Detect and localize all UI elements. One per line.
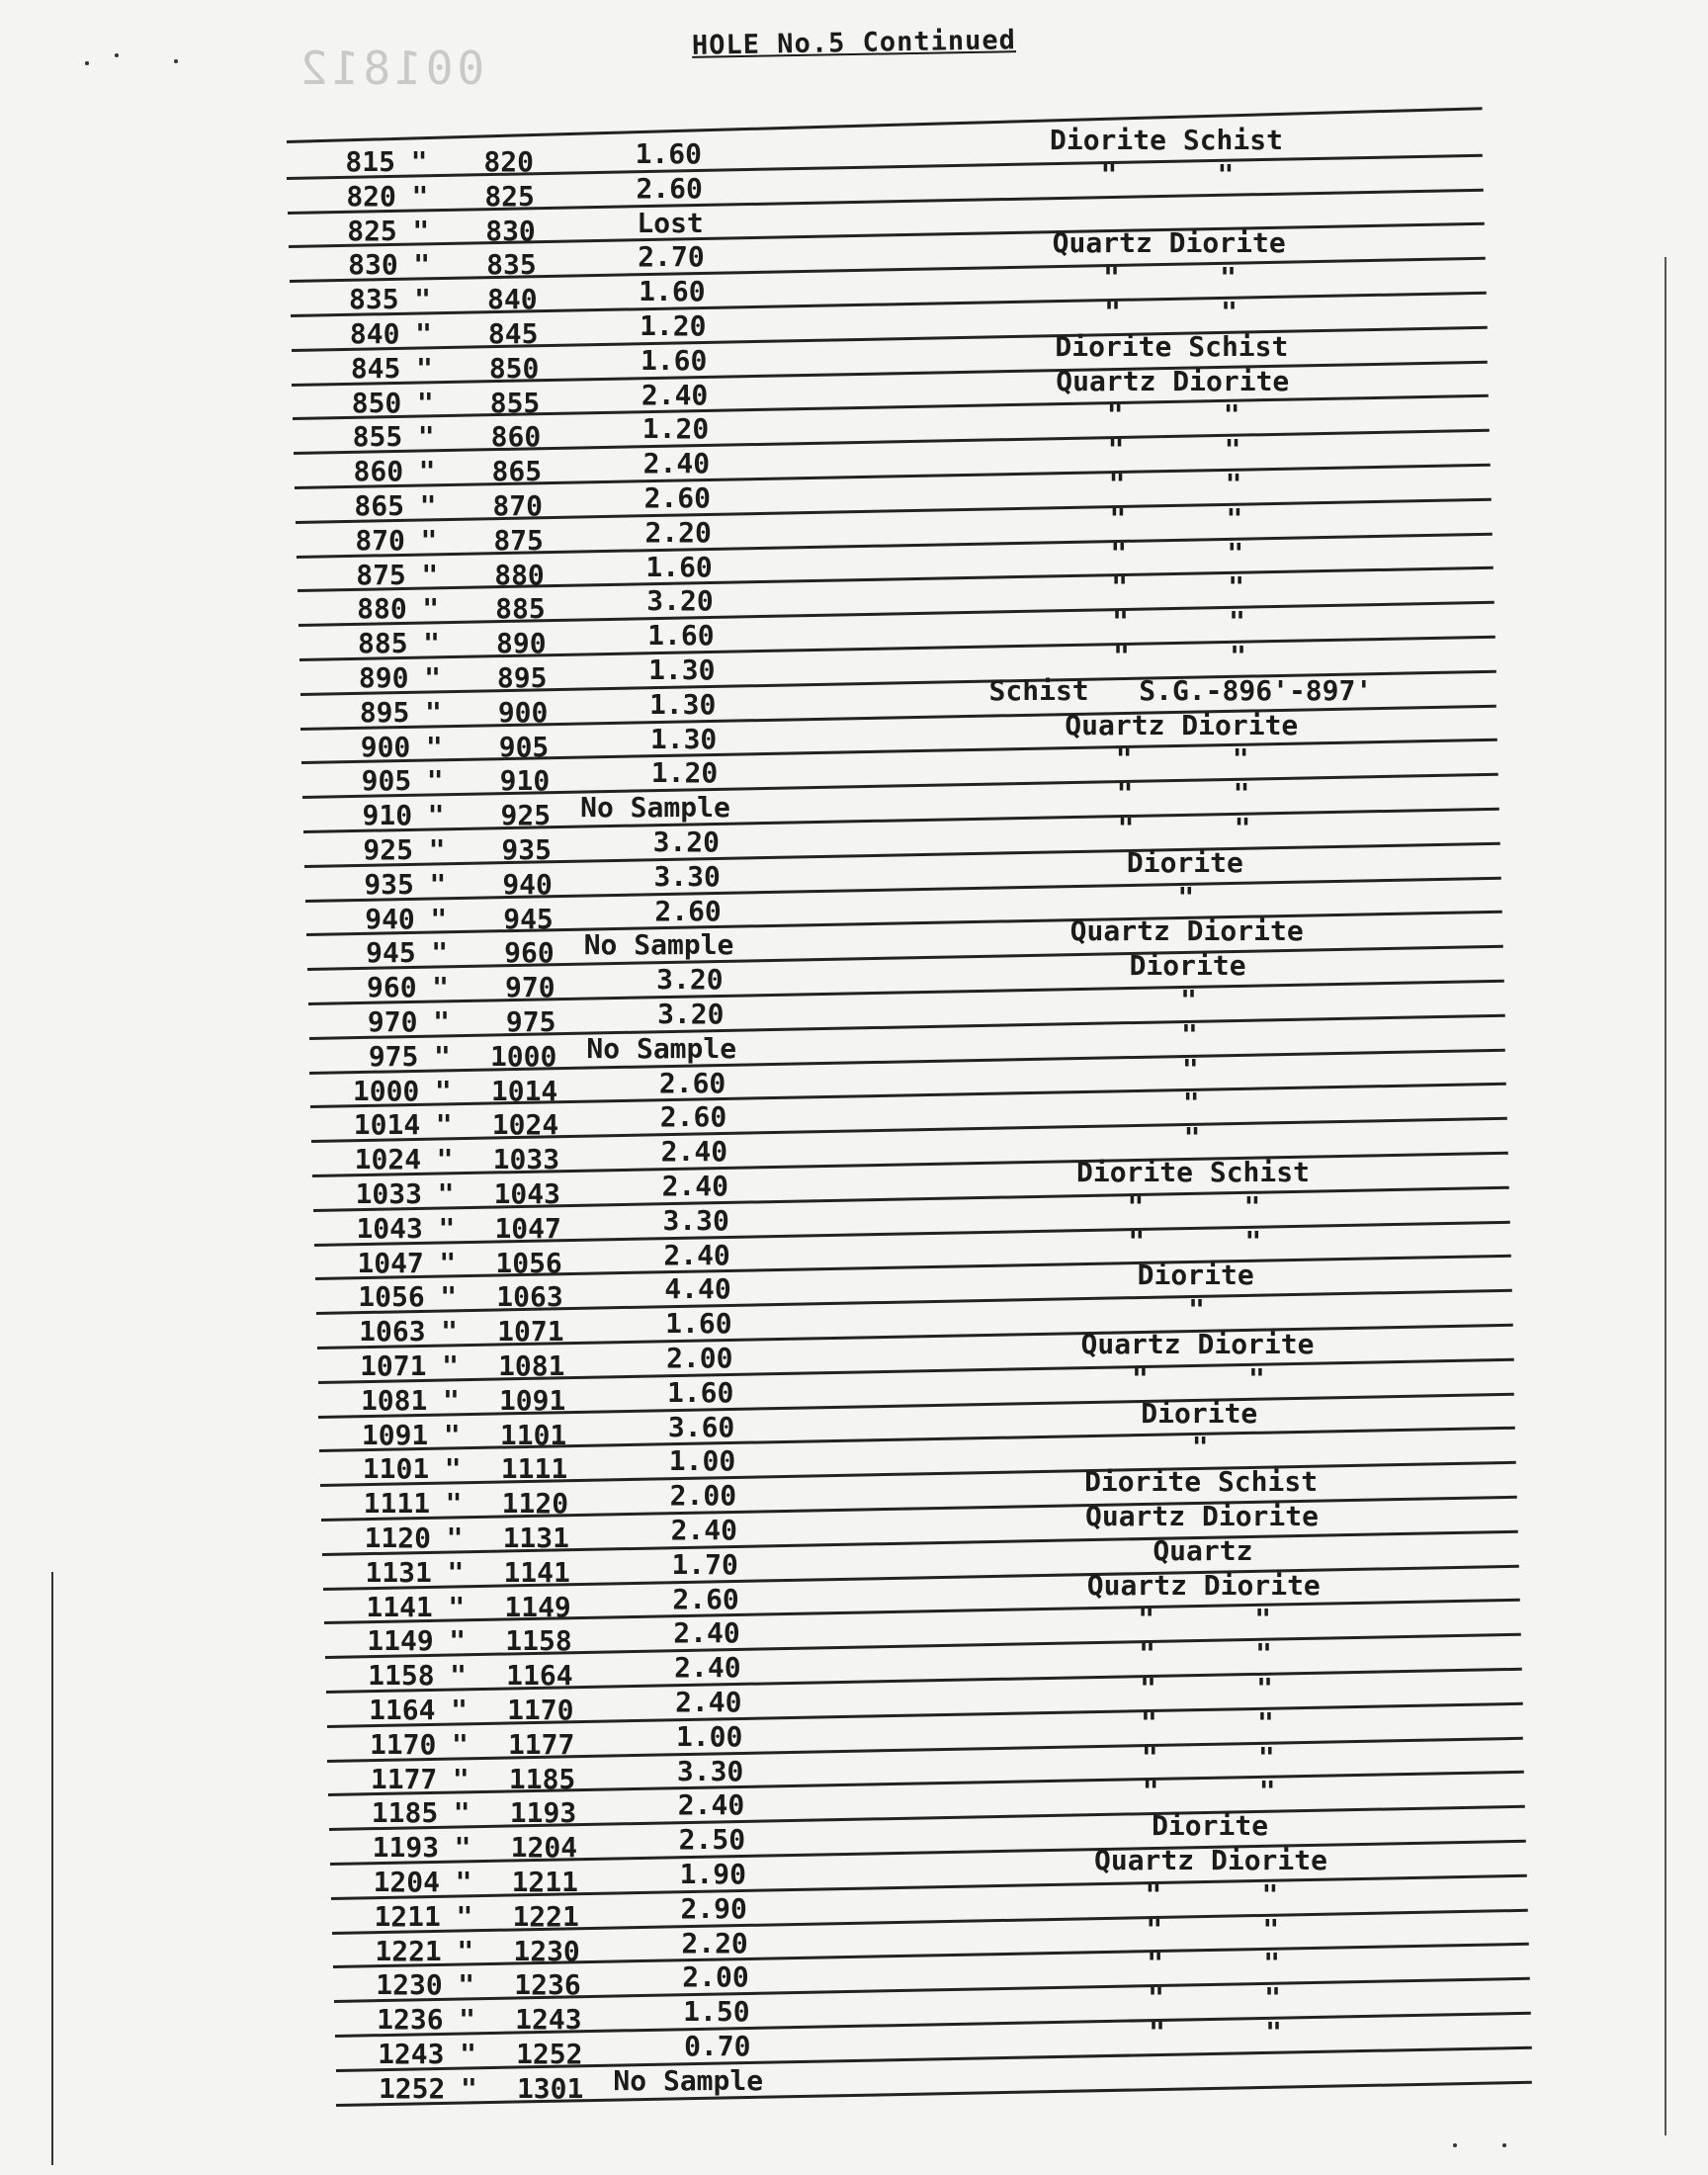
to-depth: 1204	[510, 1831, 578, 1865]
rock-type: " "	[1117, 812, 1251, 844]
rock-type: " "	[1108, 468, 1242, 500]
ditto-mark: "	[421, 558, 439, 591]
to-depth: 1149	[504, 1590, 571, 1623]
from-depth: 1164	[369, 1694, 436, 1726]
ditto-mark: "	[415, 317, 432, 350]
ditto-mark: "	[434, 1074, 452, 1107]
to-depth: 935	[501, 833, 552, 866]
core-length: 2.40	[640, 378, 709, 411]
to-depth: 960	[504, 936, 555, 970]
to-depth: 1230	[513, 1934, 580, 1967]
rock-type: " "	[1107, 433, 1241, 467]
from-depth: 945	[366, 936, 416, 970]
rock-type: "	[1180, 984, 1197, 1016]
to-depth: 900	[497, 695, 549, 729]
to-depth: 890	[496, 627, 547, 660]
core-length: 1.30	[649, 722, 718, 755]
to-depth: 835	[486, 248, 537, 282]
rock-type: Schist S.G.-896'-897'	[988, 673, 1373, 707]
from-depth: 870	[355, 523, 405, 557]
rock-type: Diorite Schist	[1055, 329, 1289, 363]
from-depth: 1047	[357, 1246, 424, 1279]
from-depth: 1211	[374, 1899, 441, 1933]
to-depth: 1185	[508, 1762, 576, 1795]
rock-type: " "	[1138, 1603, 1272, 1636]
right-edge-rule	[1665, 257, 1666, 2135]
rock-type: "	[1181, 1052, 1199, 1086]
ditto-mark: "	[445, 1487, 463, 1521]
from-depth: 1111	[363, 1487, 431, 1521]
to-depth: 1141	[503, 1555, 570, 1589]
core-length: 2.00	[682, 1960, 749, 1994]
rock-type: " "	[1146, 1912, 1280, 1946]
ditto-mark: "	[410, 145, 428, 178]
ditto-mark: "	[460, 2071, 477, 2105]
rock-type: " "	[1140, 1672, 1273, 1704]
rock-type: "	[1188, 1293, 1206, 1327]
core-length: 1.90	[679, 1858, 746, 1890]
ditto-mark: "	[444, 1452, 462, 1486]
from-depth: 1185	[371, 1796, 439, 1830]
core-length: 1.70	[671, 1547, 738, 1581]
rock-type: " "	[1128, 1224, 1262, 1258]
from-depth: 895	[359, 695, 410, 729]
from-depth: 1024	[354, 1143, 422, 1176]
rock-type: Diorite	[1129, 949, 1246, 983]
ditto-mark: "	[443, 1418, 461, 1451]
from-depth: 1081	[360, 1383, 428, 1417]
core-length: 2.60	[659, 1100, 727, 1134]
rock-type: " "	[1109, 501, 1243, 535]
from-depth: 1193	[372, 1831, 440, 1865]
rock-type: " "	[1112, 605, 1246, 639]
to-depth: 1252	[516, 2038, 583, 2070]
core-length: 2.40	[675, 1686, 742, 1718]
ditto-mark: "	[455, 1866, 472, 1898]
to-depth: 925	[500, 799, 552, 832]
core-length: 2.40	[673, 1616, 740, 1650]
from-depth: 1056	[358, 1280, 425, 1314]
ditto-mark: "	[424, 695, 442, 729]
rock-type: " "	[1110, 536, 1244, 569]
core-length: 2.60	[643, 481, 711, 514]
core-length: 2.70	[638, 240, 705, 274]
rock-type: " "	[1104, 296, 1238, 328]
to-depth: 820	[483, 145, 534, 178]
core-length: No Sample	[586, 1031, 737, 1065]
core-length: 1.60	[645, 550, 713, 583]
to-depth: 1014	[490, 1074, 558, 1107]
core-length: 2.90	[680, 1891, 747, 1925]
rock-type: Quartz Diorite	[1052, 226, 1286, 260]
to-depth: 1236	[514, 1968, 581, 2002]
core-length: 1.20	[650, 756, 719, 790]
from-depth: 1170	[369, 1727, 437, 1761]
from-depth: 875	[356, 558, 406, 591]
ditto-mark: "	[447, 1555, 465, 1589]
ditto-mark: "	[451, 1694, 468, 1726]
to-depth: 1243	[515, 2003, 582, 2037]
from-depth: 1141	[366, 1590, 433, 1623]
from-depth: 975	[368, 1039, 419, 1073]
rock-type: Diorite Schist	[1075, 1156, 1310, 1188]
core-length: 2.40	[660, 1135, 728, 1169]
from-depth: 830	[348, 248, 398, 282]
ditto-mark: "	[414, 283, 432, 316]
ditto-mark: "	[449, 1624, 467, 1658]
from-depth: 890	[358, 661, 409, 694]
rock-type: Diorite	[1152, 1809, 1269, 1843]
from-depth: 860	[353, 455, 404, 488]
speck	[1453, 2143, 1457, 2147]
rock-type: " "	[1149, 2016, 1282, 2048]
rock-type: "	[1177, 880, 1195, 914]
rock-type: Quartz Diorite	[1065, 708, 1299, 741]
ditto-mark: "	[439, 1246, 457, 1279]
ditto-mark: "	[458, 1968, 475, 2002]
rock-type: Quartz Diorite	[1056, 364, 1290, 397]
from-depth: 835	[349, 283, 399, 316]
from-depth: 820	[346, 179, 396, 213]
core-length: 4.40	[664, 1272, 731, 1306]
ditto-mark: "	[429, 867, 447, 901]
rock-type: Diorite	[1126, 845, 1243, 879]
from-depth: 1236	[377, 2003, 444, 2037]
ditto-mark: "	[448, 1590, 466, 1623]
ditto-mark: "	[431, 936, 449, 970]
ditto-mark: "	[419, 489, 437, 522]
margin-rule	[51, 1572, 53, 2165]
to-depth: 875	[493, 523, 544, 557]
page-title: HOLE No.5 Continued	[691, 25, 1017, 61]
to-depth: 910	[499, 764, 551, 798]
core-length: No Sample	[583, 928, 734, 962]
ditto-mark: "	[453, 1796, 470, 1830]
core-length: 1.60	[665, 1307, 732, 1341]
from-depth: 845	[350, 351, 401, 385]
ditto-mark: "	[413, 248, 431, 282]
core-length: 1.50	[683, 1995, 750, 2029]
rock-type: " "	[1113, 640, 1246, 672]
from-depth: 1204	[373, 1866, 440, 1898]
core-length: 3.20	[657, 998, 725, 1030]
to-depth: 1033	[492, 1143, 560, 1176]
from-depth: 1043	[356, 1211, 423, 1245]
core-length: 1.30	[648, 687, 717, 721]
rock-type: Quartz Diorite	[1080, 1328, 1315, 1360]
to-depth: 865	[491, 455, 543, 488]
from-depth: 970	[367, 1005, 418, 1038]
ditto-mark: "	[436, 1143, 454, 1176]
to-depth: 1081	[498, 1349, 565, 1382]
ditto-mark: "	[424, 661, 441, 694]
from-depth: 850	[351, 386, 402, 419]
core-length: 1.20	[641, 412, 710, 446]
core-length: 2.00	[669, 1479, 737, 1513]
to-depth: 1193	[509, 1796, 577, 1830]
to-depth: 1056	[495, 1246, 562, 1279]
from-depth: 825	[347, 214, 397, 247]
ditto-mark: "	[433, 1039, 451, 1073]
from-depth: 1252	[378, 2071, 446, 2105]
from-depth: 1230	[376, 1968, 443, 2002]
ditto-mark: "	[454, 1831, 471, 1865]
from-depth: 1063	[359, 1315, 426, 1348]
to-depth: 1101	[499, 1418, 567, 1451]
rock-type: " "	[1103, 261, 1238, 295]
rock-type: " "	[1141, 1740, 1275, 1774]
core-length: 1.20	[640, 309, 707, 342]
to-depth: 1063	[496, 1280, 563, 1314]
from-depth: 1091	[361, 1418, 429, 1451]
core-length: 2.00	[666, 1342, 733, 1374]
core-length: 3.20	[646, 584, 714, 618]
from-depth: 1071	[360, 1349, 427, 1382]
rock-type: Quartz Diorite	[1086, 1568, 1321, 1602]
core-length: 2.20	[681, 1926, 748, 1959]
core-length: 2.20	[644, 515, 712, 549]
from-depth: 940	[365, 902, 415, 935]
ditto-mark: "	[418, 455, 436, 488]
ditto-mark: "	[426, 764, 444, 798]
rock-type: " "	[1127, 1189, 1261, 1223]
core-length: 0.70	[684, 2030, 751, 2062]
to-depth: 880	[494, 558, 545, 591]
to-depth: 1091	[498, 1383, 566, 1417]
speck	[1502, 2143, 1506, 2147]
ditto-mark: "	[422, 592, 440, 626]
core-length: 2.40	[663, 1238, 730, 1271]
ditto-mark: "	[440, 1280, 458, 1314]
to-depth: 1177	[507, 1727, 575, 1761]
rock-type: "	[1191, 1431, 1209, 1464]
from-depth: 1243	[378, 2038, 445, 2070]
rock-type: Quartz Diorite	[1084, 1500, 1319, 1532]
to-depth: 1211	[511, 1866, 578, 1898]
core-length: 2.40	[677, 1788, 745, 1822]
rock-type: " "	[1131, 1361, 1265, 1395]
to-depth: 970	[505, 971, 555, 1004]
from-depth: 885	[358, 627, 408, 660]
ditto-mark: "	[423, 627, 441, 660]
ditto-mark: "	[451, 1727, 469, 1761]
ditto-mark: "	[430, 902, 448, 935]
core-length: 2.60	[658, 1066, 726, 1099]
core-length: 2.50	[678, 1823, 746, 1857]
core-length: No Sample	[613, 2063, 764, 2097]
from-depth: 1120	[364, 1522, 431, 1554]
ditto-mark: "	[457, 1934, 474, 1967]
ditto-mark: "	[435, 1108, 453, 1142]
ditto-mark: "	[417, 420, 435, 454]
rock-type: Quartz Diorite	[1069, 914, 1304, 948]
speck	[115, 53, 119, 57]
rock-type: " "	[1140, 1705, 1274, 1739]
from-depth: 1101	[362, 1452, 430, 1486]
core-length: 2.60	[636, 171, 703, 205]
to-depth: 1301	[516, 2071, 584, 2105]
rock-type: "	[1180, 1017, 1198, 1051]
core-length: 3.60	[667, 1410, 735, 1443]
from-depth: 1177	[370, 1762, 438, 1795]
core-length: 3.30	[653, 859, 721, 893]
to-depth: 1047	[494, 1211, 561, 1245]
to-depth: 1170	[507, 1694, 574, 1726]
from-depth: 1158	[368, 1659, 435, 1693]
to-depth: 1131	[502, 1522, 569, 1554]
ditto-mark: "	[416, 386, 434, 419]
from-depth: 840	[349, 317, 400, 350]
to-depth: 830	[485, 214, 536, 247]
core-length: 3.20	[656, 963, 724, 997]
ditto-mark: "	[438, 1211, 456, 1245]
to-depth: 825	[484, 179, 535, 213]
to-depth: 1000	[489, 1039, 557, 1073]
to-depth: 940	[502, 867, 553, 901]
rock-type: " "	[1100, 157, 1235, 191]
core-length: 3.20	[652, 826, 720, 858]
core-length: 2.40	[670, 1514, 737, 1546]
ditto-mark: "	[427, 799, 445, 832]
ditto-mark: "	[452, 1762, 470, 1795]
from-depth: 1149	[367, 1624, 434, 1658]
core-length: 1.60	[639, 275, 706, 308]
to-depth: 1221	[512, 1899, 579, 1933]
core-length: 1.00	[668, 1444, 736, 1478]
from-depth: 910	[362, 799, 413, 832]
core-length: 1.30	[648, 653, 716, 686]
from-depth: 960	[367, 971, 417, 1004]
from-depth: 905	[361, 764, 412, 798]
core-length: 3.30	[662, 1203, 729, 1237]
ditto-mark: "	[442, 1383, 460, 1417]
to-depth: 895	[496, 661, 548, 694]
to-depth: 1043	[493, 1177, 560, 1210]
from-depth: 1221	[375, 1934, 442, 1967]
to-depth: 860	[490, 420, 542, 454]
core-length: 1.60	[666, 1375, 734, 1409]
ditto-mark: "	[460, 2038, 476, 2070]
ditto-mark: "	[441, 1315, 459, 1348]
ditto-mark: "	[450, 1659, 468, 1693]
ditto-mark: "	[428, 833, 446, 866]
ditto-mark: "	[412, 214, 430, 247]
ditto-mark: "	[446, 1522, 464, 1554]
from-depth: 880	[357, 592, 407, 626]
to-depth: 840	[487, 283, 538, 316]
core-length: 1.60	[647, 619, 715, 652]
speck	[85, 61, 89, 65]
to-depth: 855	[489, 386, 541, 419]
core-length: 1.60	[640, 343, 708, 377]
to-depth: 1164	[506, 1659, 573, 1693]
rock-type: " "	[1115, 742, 1249, 776]
core-length: Lost	[637, 206, 704, 239]
core-length: 2.40	[661, 1170, 728, 1202]
to-depth: 885	[495, 592, 546, 626]
from-depth: 815	[345, 145, 395, 178]
rock-type: " "	[1147, 1947, 1281, 1980]
rock-type: " "	[1142, 1775, 1276, 1808]
ditto-mark: "	[437, 1177, 455, 1210]
to-depth: 1158	[505, 1624, 572, 1658]
to-depth: 945	[503, 902, 554, 935]
rock-type: " "	[1148, 1981, 1282, 2015]
rock-type: Diorite Schist	[1084, 1465, 1319, 1499]
ditto-mark: "	[456, 1899, 473, 1933]
core-length: 1.60	[635, 137, 702, 170]
to-depth: 1120	[501, 1487, 569, 1521]
from-depth: 865	[354, 489, 404, 522]
ditto-mark: "	[442, 1349, 459, 1382]
header-stamp: 001812	[297, 42, 485, 95]
ditto-mark: "	[432, 971, 450, 1004]
rock-type: " "	[1139, 1637, 1273, 1671]
rock-type: Quartz Diorite	[1093, 1844, 1327, 1876]
core-length: 3.30	[676, 1754, 744, 1787]
to-depth: 975	[505, 1005, 556, 1038]
core-length: 2.60	[654, 894, 722, 927]
ditto-mark: "	[425, 730, 443, 763]
rock-type: "	[1183, 1121, 1201, 1155]
rock-type: Diorite Schist	[1049, 124, 1283, 156]
core-length: 2.40	[674, 1651, 741, 1685]
from-depth: 1033	[355, 1177, 422, 1210]
from-depth: 1131	[365, 1555, 432, 1589]
ditto-mark: "	[459, 2003, 476, 2037]
from-depth: 900	[360, 730, 411, 763]
ditto-mark: "	[420, 523, 438, 557]
to-depth: 1024	[491, 1108, 559, 1142]
core-length: No Sample	[580, 791, 730, 825]
rock-type: Diorite	[1141, 1396, 1258, 1430]
to-depth: 850	[488, 351, 540, 385]
rock-type: Diorite	[1137, 1259, 1254, 1292]
core-length: 2.60	[672, 1582, 739, 1615]
to-depth: 905	[498, 730, 550, 763]
from-depth: 925	[363, 833, 413, 866]
rock-type: " "	[1106, 398, 1240, 432]
core-length: 1.00	[675, 1719, 743, 1753]
to-depth: 845	[487, 317, 539, 350]
core-length: 2.40	[642, 447, 711, 480]
from-depth: 1000	[352, 1074, 420, 1107]
from-depth: 1014	[353, 1108, 421, 1142]
rock-type: "	[1182, 1087, 1200, 1120]
from-depth: 935	[364, 867, 414, 901]
ditto-mark: "	[411, 179, 429, 213]
rock-type: " "	[1111, 570, 1245, 604]
rock-type: " "	[1145, 1877, 1279, 1911]
ditto-mark: "	[415, 351, 433, 385]
to-depth: 1071	[497, 1315, 564, 1348]
rock-type: Quartz	[1153, 1533, 1253, 1567]
ditto-mark: "	[433, 1005, 450, 1038]
to-depth: 1111	[500, 1452, 568, 1486]
from-depth: 855	[352, 420, 403, 454]
to-depth: 870	[492, 489, 543, 522]
speck	[174, 59, 178, 63]
rock-type: " "	[1116, 777, 1250, 811]
